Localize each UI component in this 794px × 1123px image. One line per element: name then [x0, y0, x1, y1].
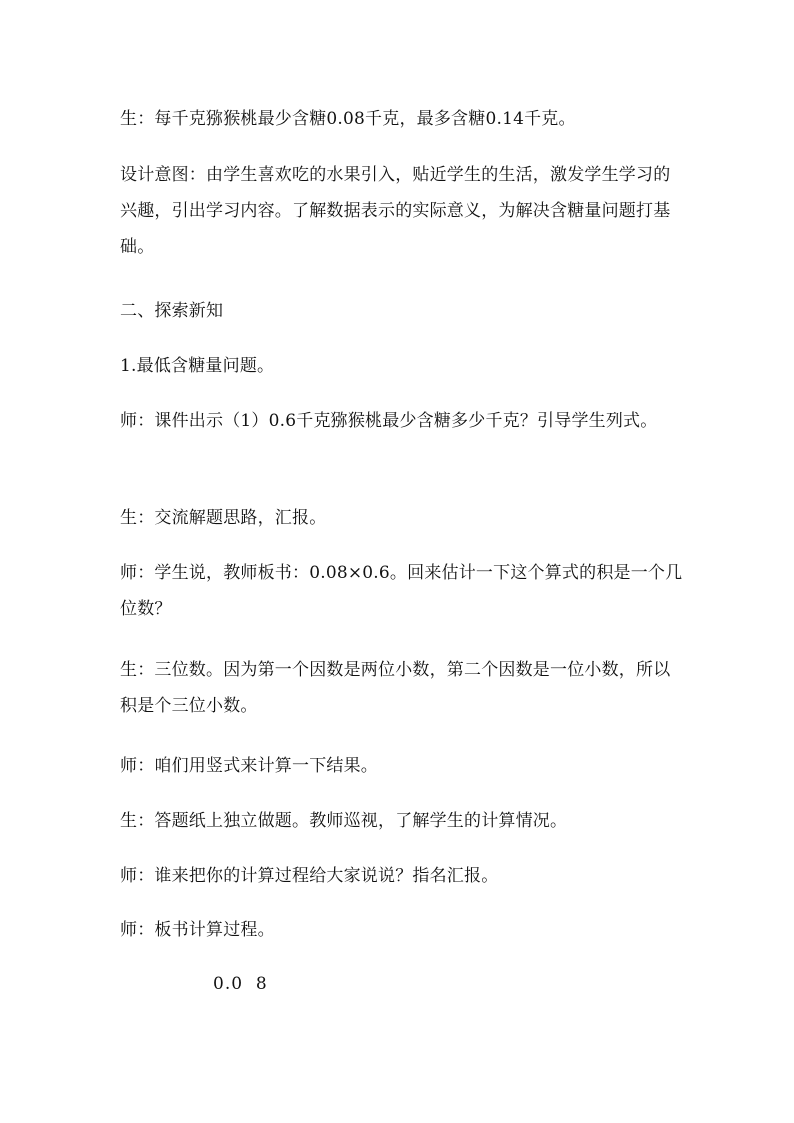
paragraph-teacher-vertical: 师：咱们用竖式来计算一下结果。 — [120, 756, 378, 776]
paragraph-student-discuss: 生：交流解题思路，汇报。 — [120, 508, 327, 528]
paragraph-teacher-process: 师：板书计算过程。 — [120, 920, 275, 940]
paragraph-student-work: 生：答题纸上独立做题。教师巡视，了解学生的计算情况。 — [120, 811, 568, 831]
subheading-min-sugar: 1.最低含糖量问题。 — [120, 356, 275, 376]
paragraph-teacher-board: 师：学生说，教师板书：0.08×0.6。回来估计一下这个算式的积是一个几位数？ — [120, 563, 683, 619]
paragraph-design-intent: 设计意图：由学生喜欢吃的水果引入，贴近学生的生活，激发学生学习的兴趣，引出学习内容。了解数据表示的实际意义，为解决含糖量问题打基础。 — [120, 165, 671, 257]
paragraph-teacher-report: 师：谁来把你的计算过程给大家说说？指名汇报。 — [120, 866, 499, 886]
paragraph-student-three-digits: 生：三位数。因为第一个因数是两位小数，第二个因数是一位小数，所以积是个三位小数。 — [120, 660, 671, 716]
section-heading-explore: 二、探索新知 — [120, 301, 224, 321]
paragraph-student-answer-sugar: 生：每千克猕猴桃最少含糖0.08千克，最多含糖0.14千克。 — [120, 109, 576, 129]
paragraph-teacher-question: 师：课件出示（1）0.6千克猕猴桃最少含糖多少千克？引导学生列式。 — [120, 411, 658, 431]
vertical-calculation-line: 0.0 8 — [213, 974, 268, 994]
